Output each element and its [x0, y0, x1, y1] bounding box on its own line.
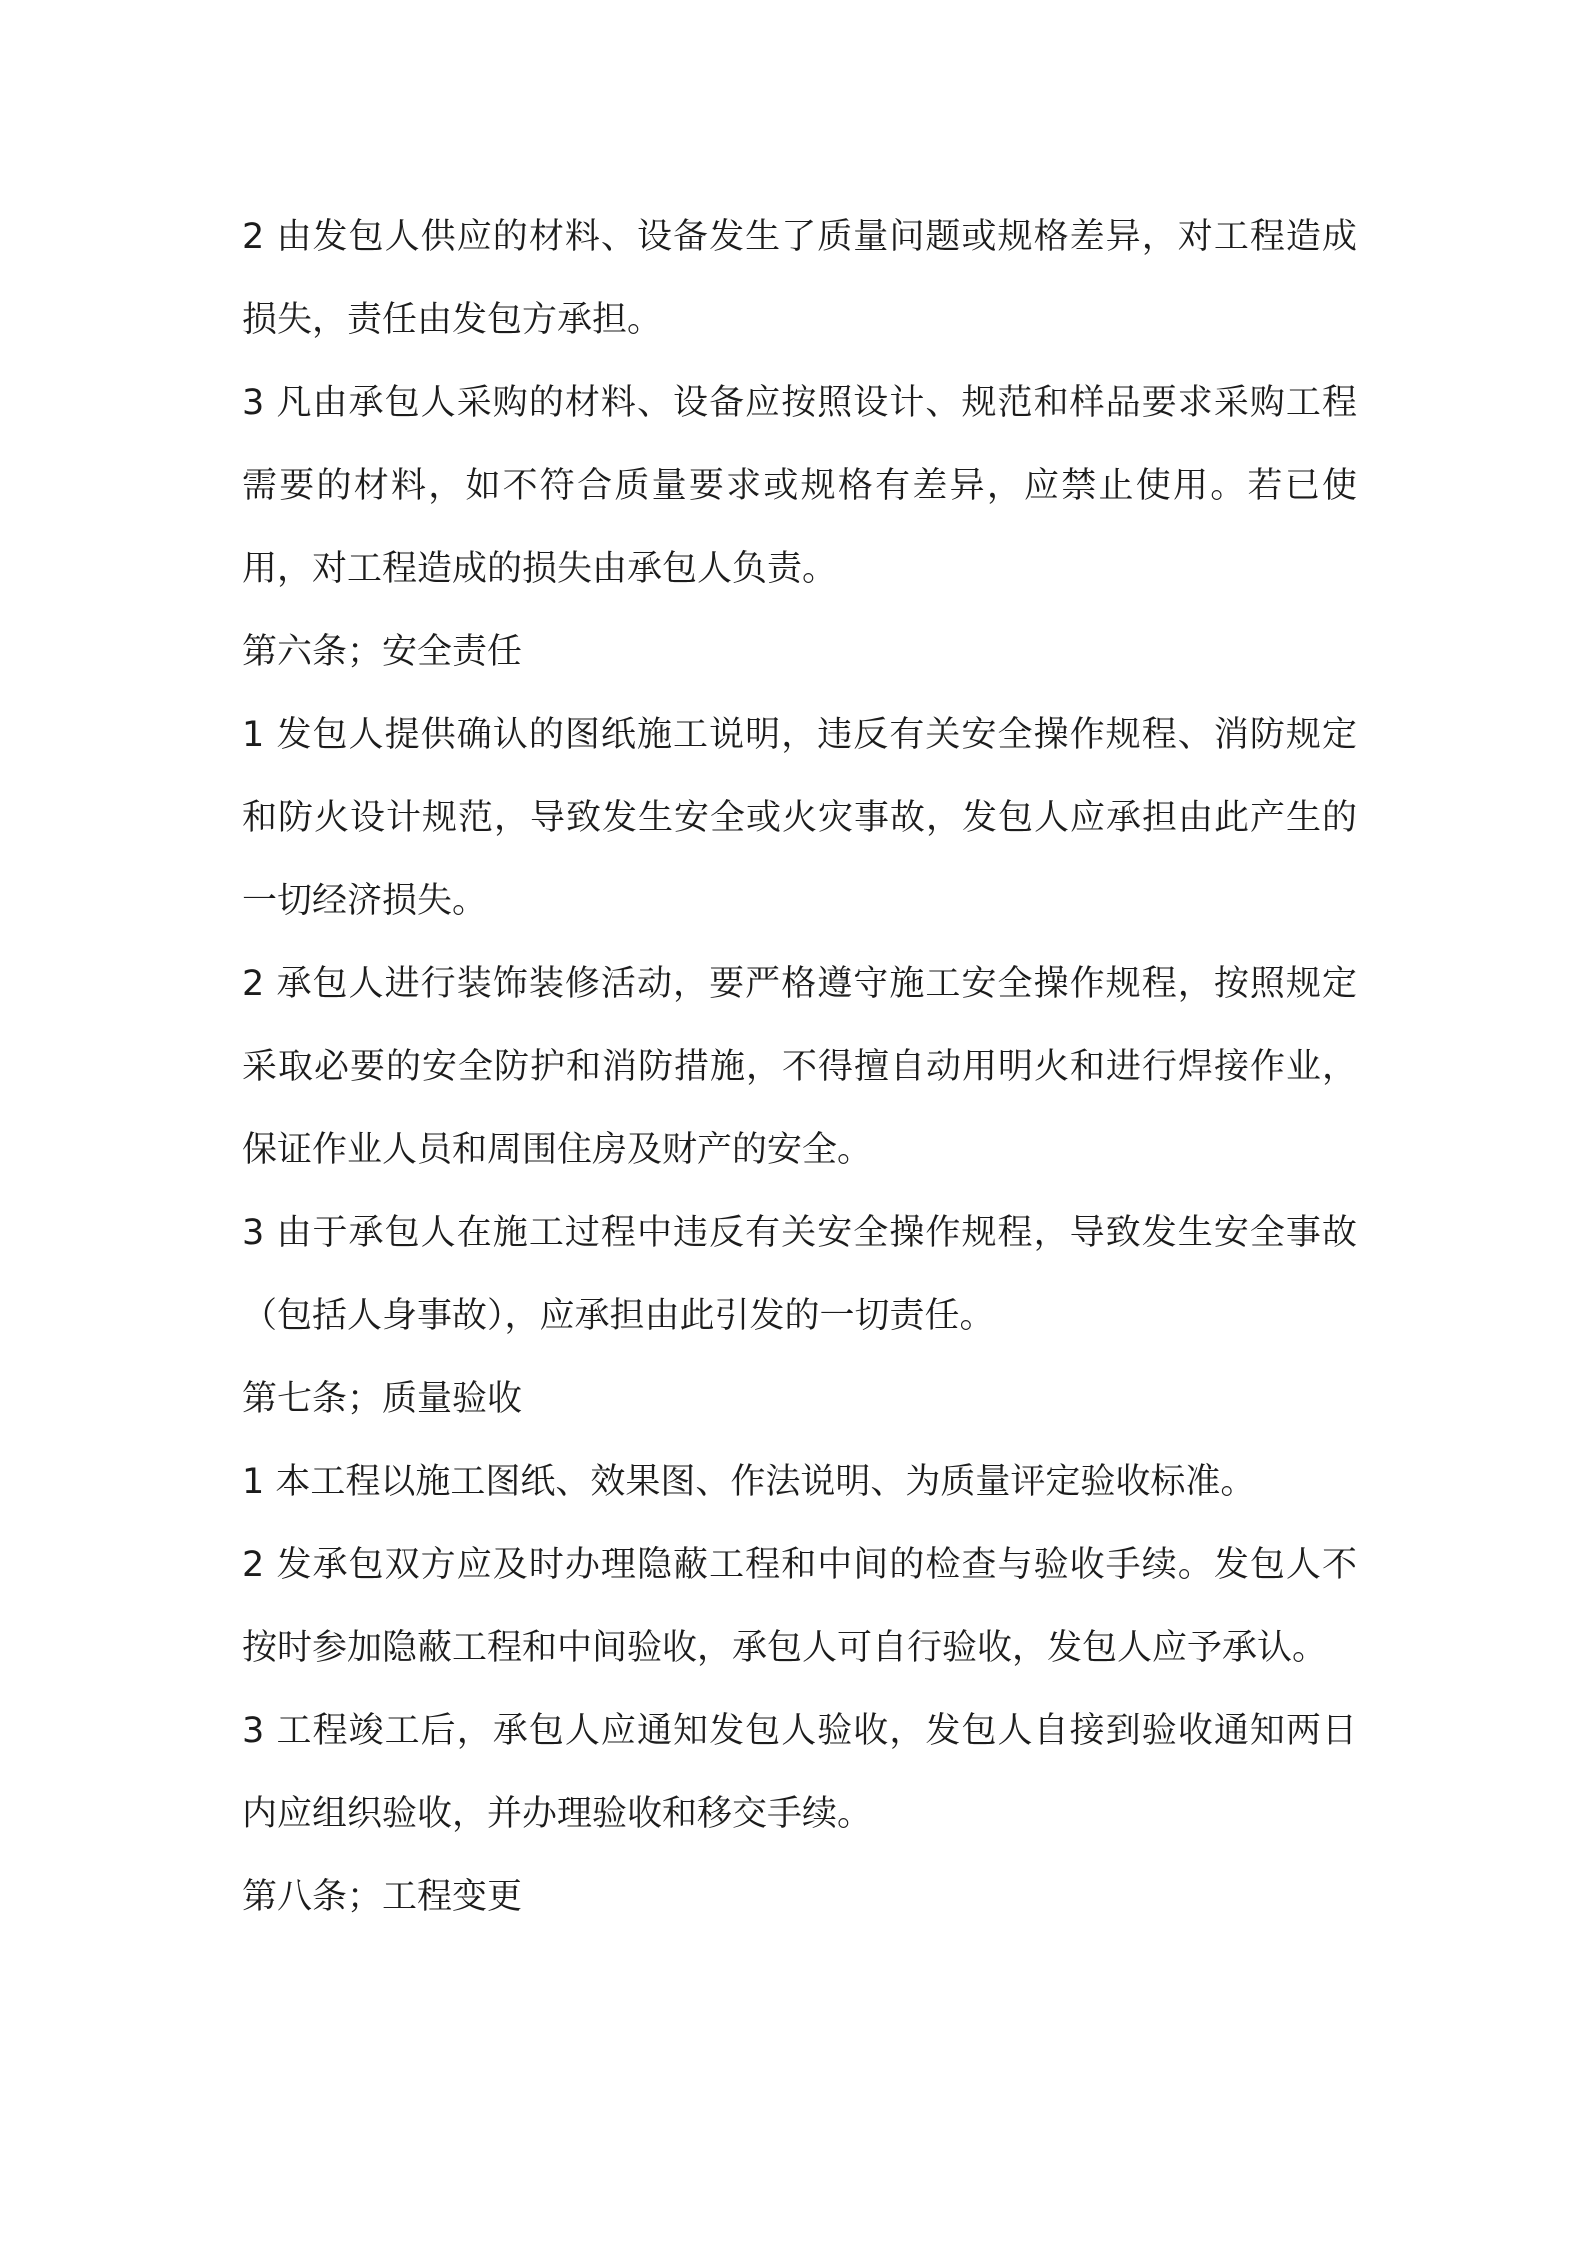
clause-6-item-1: 1 发包人提供确认的图纸施工说明，违反有关安全操作规程、消防规定和防火设计规范，导致发生安全或火灾事故，发包人应承担由此产生的一切经济损失。	[242, 715, 1357, 921]
clause-5-item-2: 2 由发包人供应的材料、设备发生了质量问题或规格差异，对工程造成损失，责任由发包方承担。	[242, 217, 1357, 340]
clause-7-item-2: 2 发承包双方应及时办理隐蔽工程和中间的检查与验收手续。发包人不按时参加隐蔽工程和中间验收，承包人可自行验收，发包人应予承认。	[242, 1545, 1357, 1668]
clause-6-item-3: 3 由于承包人在施工过程中违反有关安全操作规程，导致发生安全事故（包括人身事故），应承担由此引发的一切责任。	[242, 1213, 1357, 1336]
clause-7-item-1: 1 本工程以施工图纸、效果图、作法说明、为质量评定验收标准。	[242, 1462, 1256, 1502]
article-7-heading: 第七条；质量验收	[242, 1379, 523, 1419]
clause-5-item-3: 3 凡由承包人采购的材料、设备应按照设计、规范和样品要求采购工程需要的材料，如不符合质量要求或规格有差异，应禁止使用。若已使用，对工程造成的损失由承包人负责。	[242, 383, 1357, 589]
article-6-heading: 第六条；安全责任	[242, 632, 523, 672]
document-page	[242, 196, 1357, 1939]
article-8-heading: 第八条；工程变更	[242, 1877, 523, 1917]
clause-7-item-3: 3 工程竣工后，承包人应通知发包人验收，发包人自接到验收通知两日内应组织验收，并办理验收和移交手续。	[242, 1711, 1357, 1834]
clause-6-item-2: 2 承包人进行装饰装修活动，要严格遵守施工安全操作规程，按照规定采取必要的安全防护和消防措施，不得擅自动用明火和进行焊接作业，保证作业人员和周围住房及财产的安全。	[242, 964, 1357, 1170]
